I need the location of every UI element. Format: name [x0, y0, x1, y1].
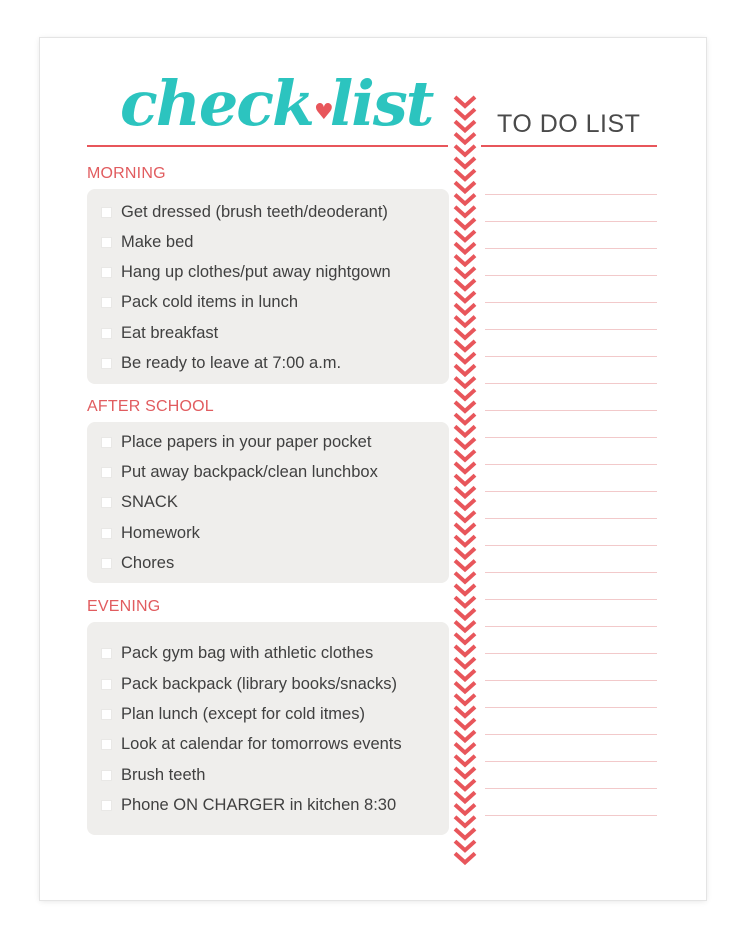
chevron-mark: [455, 768, 475, 777]
title-part-list: list: [329, 67, 433, 140]
todo-line[interactable]: [485, 626, 657, 627]
chevron-mark: [455, 341, 475, 350]
todo-line[interactable]: [485, 194, 657, 195]
checklist-item[interactable]: [101, 763, 443, 787]
item-label: Make bed: [121, 232, 194, 251]
chevron-mark: [455, 451, 475, 460]
section-label-after-school: AFTER SCHOOL: [87, 398, 214, 415]
todo-lines: [485, 0, 657, 948]
todo-line[interactable]: [485, 734, 657, 735]
item-label: SNACK: [121, 492, 178, 511]
checkbox[interactable]: [101, 497, 112, 508]
checklist-item[interactable]: [101, 321, 443, 345]
todo-line[interactable]: [485, 437, 657, 438]
chevron-mark: [455, 97, 475, 106]
chevron-mark: [455, 292, 475, 301]
chevron-mark: [455, 658, 475, 667]
checklist-item[interactable]: [101, 200, 443, 224]
chevron-mark: [455, 304, 475, 313]
chevron-mark: [455, 402, 475, 411]
item-label: Hang up clothes/put away nightgown: [121, 262, 391, 281]
chevron-mark: [455, 841, 475, 850]
heart-icon: ♥: [313, 99, 332, 125]
section-box-morning: [87, 189, 449, 384]
chevron-mark: [455, 170, 475, 179]
todo-line[interactable]: [485, 599, 657, 600]
todo-line[interactable]: [485, 518, 657, 519]
chevron-mark: [455, 683, 475, 692]
checkbox[interactable]: [101, 528, 112, 539]
checklist-item[interactable]: [101, 260, 443, 284]
checkbox[interactable]: [101, 648, 112, 659]
todo-line[interactable]: [485, 356, 657, 357]
chevron-mark: [455, 695, 475, 704]
item-label: Place papers in your paper pocket: [121, 432, 372, 451]
checkbox[interactable]: [101, 358, 112, 369]
section-label-morning: MORNING: [87, 165, 166, 182]
todo-line[interactable]: [485, 221, 657, 222]
item-label: Homework: [121, 523, 200, 542]
todo-line[interactable]: [485, 653, 657, 654]
chevron-mark: [455, 670, 475, 679]
chevron-mark: [455, 805, 475, 814]
chevron-mark: [455, 109, 475, 118]
todo-line[interactable]: [485, 491, 657, 492]
chevron-mark: [455, 548, 475, 557]
checklist-item[interactable]: [101, 641, 443, 665]
checkbox[interactable]: [101, 297, 112, 308]
todo-line[interactable]: [485, 680, 657, 681]
item-label: Eat breakfast: [121, 323, 219, 342]
checkbox[interactable]: [101, 207, 112, 218]
checklist-item[interactable]: [101, 793, 443, 817]
todo-list-title: TO DO LIST: [497, 110, 641, 138]
chevron-mark: [455, 853, 475, 862]
chevron-mark: [455, 365, 475, 374]
checkbox[interactable]: [101, 328, 112, 339]
checklist-item[interactable]: [101, 351, 443, 375]
checkbox[interactable]: [101, 267, 112, 278]
item-label: Be ready to leave at 7:00 a.m.: [121, 353, 342, 372]
chevron-mark: [455, 731, 475, 740]
item-label: Brush teeth: [121, 765, 206, 784]
chevron-mark: [455, 756, 475, 765]
item-label: Pack gym bag with athletic clothes: [121, 643, 374, 662]
chevron-mark: [455, 536, 475, 545]
item-label: Get dressed (brush teeth/deoderant): [121, 202, 388, 221]
chevron-mark: [455, 487, 475, 496]
chevron-mark: [455, 634, 475, 643]
chevron-mark: [455, 622, 475, 631]
chevron-mark: [455, 207, 475, 216]
item-label: Pack cold items in lunch: [121, 292, 298, 311]
chevron-mark: [455, 134, 475, 143]
todo-line[interactable]: [485, 815, 657, 816]
chevron-mark: [455, 195, 475, 204]
title-underline: [87, 145, 448, 147]
chevron-mark: [455, 390, 475, 399]
checklist-item[interactable]: [101, 490, 443, 514]
checkbox[interactable]: [101, 237, 112, 248]
item-label: Plan lunch (except for cold itmes): [121, 704, 365, 723]
checkbox[interactable]: [101, 739, 112, 750]
chevron-mark: [455, 158, 475, 167]
todo-line[interactable]: [485, 464, 657, 465]
item-label: Put away backpack/clean lunchbox: [121, 462, 378, 481]
chevron-mark: [455, 646, 475, 655]
checklist-item[interactable]: [101, 290, 443, 314]
todo-line[interactable]: [485, 383, 657, 384]
todo-line[interactable]: [485, 410, 657, 411]
chevron-mark: [455, 597, 475, 606]
checkbox[interactable]: [101, 800, 112, 811]
chevron-mark: [455, 231, 475, 240]
chevron-mark: [455, 829, 475, 838]
chevron-mark: [455, 817, 475, 826]
chevron-mark: [455, 439, 475, 448]
item-label: Chores: [121, 553, 175, 572]
section-box-evening: [87, 622, 449, 835]
todo-line[interactable]: [485, 545, 657, 546]
chevron-mark: [455, 121, 475, 130]
checkbox[interactable]: [101, 770, 112, 781]
checklist-item[interactable]: [101, 672, 443, 696]
todo-line[interactable]: [485, 788, 657, 789]
chevron-mark: [455, 719, 475, 728]
chevron-mark: [455, 219, 475, 228]
chevron-mark: [455, 512, 475, 521]
chevron-mark: [455, 609, 475, 618]
section-box-after-school: [87, 422, 449, 583]
checklist-item[interactable]: [101, 430, 443, 454]
chevron-mark: [455, 378, 475, 387]
todo-line[interactable]: [485, 761, 657, 762]
chevron-mark: [455, 792, 475, 801]
checkbox[interactable]: [101, 679, 112, 690]
chevron-mark: [455, 256, 475, 265]
todo-line[interactable]: [485, 572, 657, 573]
checklist-item[interactable]: [101, 702, 443, 726]
checklist-item[interactable]: [101, 732, 443, 756]
chevron-mark: [455, 573, 475, 582]
chevron-mark: [455, 707, 475, 716]
chevron-mark: [455, 744, 475, 753]
checkbox[interactable]: [101, 437, 112, 448]
chevron-mark: [455, 426, 475, 435]
chevron-mark: [455, 353, 475, 362]
todo-line[interactable]: [485, 329, 657, 330]
chevron-mark: [455, 317, 475, 326]
section-label-evening: EVENING: [87, 598, 161, 615]
chevron-mark: [455, 585, 475, 594]
checklist-item[interactable]: [101, 460, 443, 484]
checkbox[interactable]: [101, 558, 112, 569]
checklist-item[interactable]: [101, 551, 443, 575]
todo-line[interactable]: [485, 248, 657, 249]
chevron-mark: [455, 414, 475, 423]
checklist-title: [120, 66, 432, 142]
chevron-mark: [455, 463, 475, 472]
chevron-mark: [455, 182, 475, 191]
chevron-mark: [455, 268, 475, 277]
checkbox[interactable]: [101, 467, 112, 478]
checkbox[interactable]: [101, 709, 112, 720]
item-label: Phone ON CHARGER in kitchen 8:30: [121, 795, 397, 814]
todo-line[interactable]: [485, 275, 657, 276]
item-label: Pack backpack (library books/snacks): [121, 674, 398, 693]
chevron-divider: [453, 95, 477, 877]
checklist-item[interactable]: [101, 521, 443, 545]
chevron-mark: [455, 243, 475, 252]
title-part-check: check: [120, 67, 313, 140]
chevron-mark: [455, 475, 475, 484]
todo-line[interactable]: [485, 302, 657, 303]
item-label: Look at calendar for tomorrows events: [121, 734, 402, 753]
chevron-mark: [455, 280, 475, 289]
chevron-mark: [455, 146, 475, 155]
chevron-mark: [455, 561, 475, 570]
chevron-mark: [455, 524, 475, 533]
checklist-item[interactable]: [101, 230, 443, 254]
chevron-mark: [455, 329, 475, 338]
chevron-mark: [455, 780, 475, 789]
chevron-mark: [455, 500, 475, 509]
todo-line[interactable]: [485, 707, 657, 708]
